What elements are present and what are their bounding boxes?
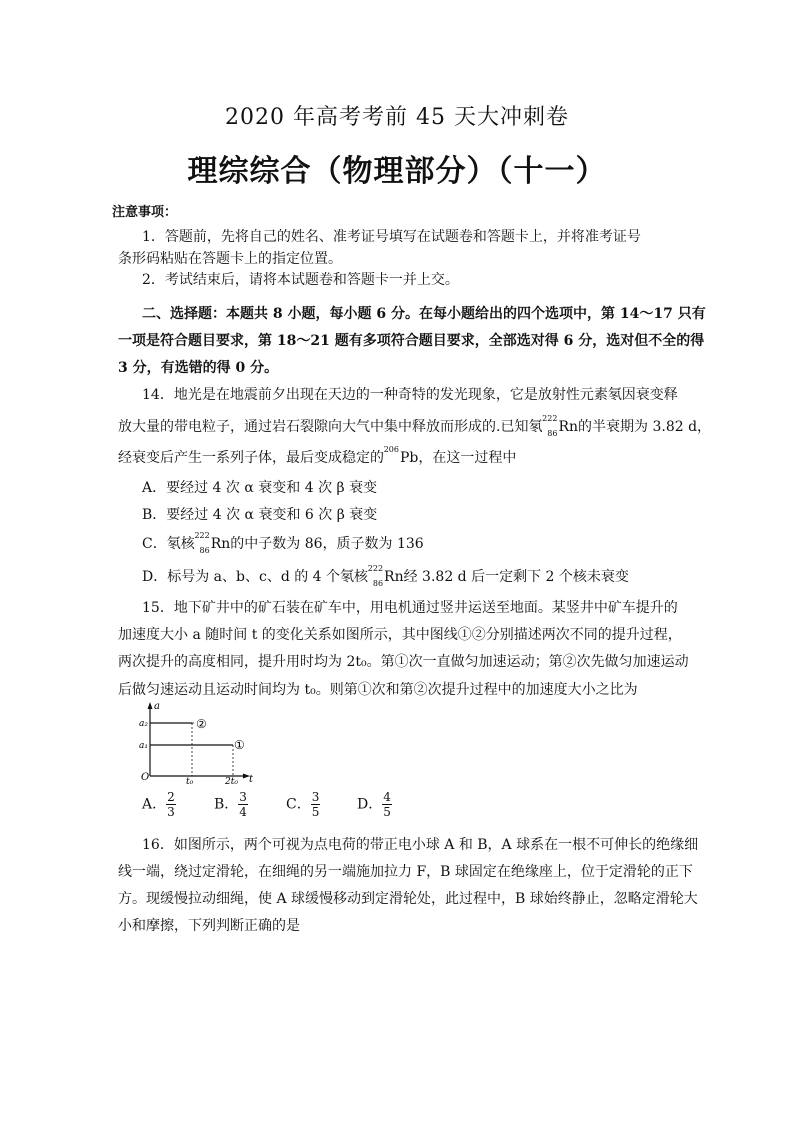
x-axis-label: t: [249, 774, 254, 785]
q15-line-4: 后做匀速运动且运动时间均为 t₀。则第①次和第②次提升过程中的加速度大小之比为: [118, 682, 638, 698]
a1-label: a₁: [139, 741, 148, 751]
radon-symbol-c: Rn: [210, 536, 231, 552]
lead-symbol: Pb: [400, 450, 419, 466]
section-instructions-line-2: 一项是符合题目要求，第 18～21 题有多项符合题目要求，全部选对得 6 分，选对但不全的得: [118, 333, 705, 349]
q15-option-d-letter: D．: [357, 796, 383, 813]
q16-line-2: 线一端，绕过定滑轮，在细绳的另一端施加拉力 F，B 球固定在绝缘座上，位于定滑轮的正下: [118, 864, 693, 880]
q16-line-1: 16．如图所示，两个可视为点电荷的带正电小球 A 和 B，A 球系在一根不可伸长的绝缘细: [142, 837, 699, 853]
q15-option-c: [286, 790, 320, 819]
radon-symbol: Rn: [558, 419, 579, 435]
q15-option-a-letter: A．: [142, 796, 167, 813]
q15-option-c-numerator: 3: [311, 790, 320, 804]
q14-option-c: [142, 531, 424, 555]
q15-option-d: [357, 790, 392, 819]
curve-1-label: ①: [234, 738, 245, 752]
q15-line-2: 加速度大小 a 随时间 t 的变化关系如图所示，其中图线①②分别描述两次不同的提升过程，: [118, 627, 682, 643]
q15-option-a-numerator: 2: [167, 790, 175, 804]
section-instructions-line-1: 二、选择题：本题共 8 小题，每小题 6 分。在每小题给出的四个选项中，第 14～17 只有: [142, 306, 706, 322]
q14-option-d-text-a: D．标号为 a、b、c、d 的 4 个氡核: [142, 569, 369, 585]
q15-option-c-letter: C．: [286, 796, 311, 813]
q14-option-b: B．要经过 4 次 α 衰变和 6 次 β 衰变: [142, 507, 378, 523]
q14-line-2-text-b: 的半衰期为 3.82 d，: [578, 419, 712, 435]
radon-nucleus-notation-c: [194, 531, 211, 555]
section-instructions-line-3: 3 分，有选错的得 0 分。: [118, 360, 279, 376]
notes-heading: 注意事项：: [112, 205, 178, 220]
q14-line-2: [118, 414, 712, 438]
q14-line-2-text-a: 放大量的带电粒子，通过岩石裂隙向大气中集中释放而形成的.已知氡: [118, 419, 543, 435]
exam-subtitle: 理综综合（物理部分）（十一）: [187, 154, 607, 189]
notes-item-1-line-2: 条形码粘贴在答题卡上的指定位置。: [118, 251, 342, 267]
q15-option-b-fraction: [238, 790, 248, 819]
q14-option-c-text-a: C．氡核: [142, 536, 195, 552]
q14-option-c-text-b: 的中子数为 86，质子数为 136: [230, 536, 424, 552]
radon-atomic-number-d: 86: [372, 579, 384, 588]
radon-atomic-number-c: 86: [199, 546, 210, 555]
q15-option-a: [142, 790, 176, 819]
q14-line-3: [118, 445, 517, 468]
acceleration-time-graph: [130, 700, 260, 786]
2t0-label: 2t₀: [225, 777, 238, 786]
q15-option-b-letter: B．: [214, 796, 239, 813]
radon-mass-number: 222: [542, 414, 558, 423]
q15-option-b-denominator: 4: [239, 805, 247, 819]
q14-line-1: 14．地光是在地震前夕出现在天边的一种奇特的发光现象，它是放射性元素氡因衰变释: [142, 387, 678, 403]
a2-label: a₂: [139, 719, 148, 729]
q15-option-a-denominator: 3: [167, 805, 175, 819]
y-axis-arrow: [148, 702, 153, 709]
q15-option-b-numerator: 3: [239, 790, 247, 804]
q15-line-1: 15．地下矿井中的矿石装在矿车中，用电机通过竖井运送至地面。某竖井中矿车提升的: [142, 600, 678, 616]
q16-line-3: 方。现缓慢拉动细绳，使 A 球缓慢移动到定滑轮处，此过程中，B 球始终静止，忽略定滑轮大: [118, 891, 698, 907]
radon-mass-number-c: 222: [194, 531, 210, 540]
radon-nucleus-notation-d: [367, 564, 384, 588]
q15-option-d-denominator: 5: [383, 805, 391, 819]
q16-line-4: 小和摩擦，下列判断正确的是: [118, 918, 300, 934]
lead-nucleus-notation: [383, 445, 400, 466]
q15-option-c-denominator: 5: [311, 805, 320, 819]
q15-option-d-numerator: 4: [383, 790, 391, 804]
q14-option-d: [142, 564, 629, 588]
radon-symbol-d: Rn: [384, 569, 404, 585]
radon-nucleus-notation: [542, 414, 558, 438]
q15-line-3: 两次提升的高度相同，提升用时均为 2t₀。第①次一直做匀加速运动；第②次先做匀加速运动: [118, 654, 689, 670]
q15-option-d-fraction: [382, 790, 392, 819]
origin-label: O: [141, 772, 150, 783]
q14-option-a: A．要经过 4 次 α 衰变和 4 次 β 衰变: [142, 480, 378, 496]
exam-title: 2020 年高考考前 45 天大冲刺卷: [225, 105, 569, 130]
q14-line-3-text-a: 经衰变后产生一系列子体，最后变成稳定的: [118, 450, 384, 466]
lead-mass-number: 206: [383, 445, 399, 454]
q15-option-b: [214, 790, 248, 819]
y-axis-label: a: [154, 701, 160, 712]
q15-option-a-fraction: [166, 790, 176, 819]
radon-atomic-number: 86: [547, 429, 558, 438]
q14-line-3-text-b: ，在这一过程中: [418, 450, 517, 466]
q15-option-c-fraction: [311, 790, 321, 819]
radon-mass-number-d: 222: [367, 564, 384, 573]
notes-item-2: 2．考试结束后，请将本试题卷和答题卡一并上交。: [142, 272, 459, 288]
t0-label: t₀: [186, 777, 194, 786]
notes-item-1-line-1: 1．答题前，先将自己的姓名、准考证号填写在试题卷和答题卡上，并将准考证号: [142, 229, 641, 245]
curve-2-label: ②: [196, 717, 207, 731]
q14-option-d-text-b: 经 3.82 d 后一定剩下 2 个核未衰变: [403, 569, 629, 585]
